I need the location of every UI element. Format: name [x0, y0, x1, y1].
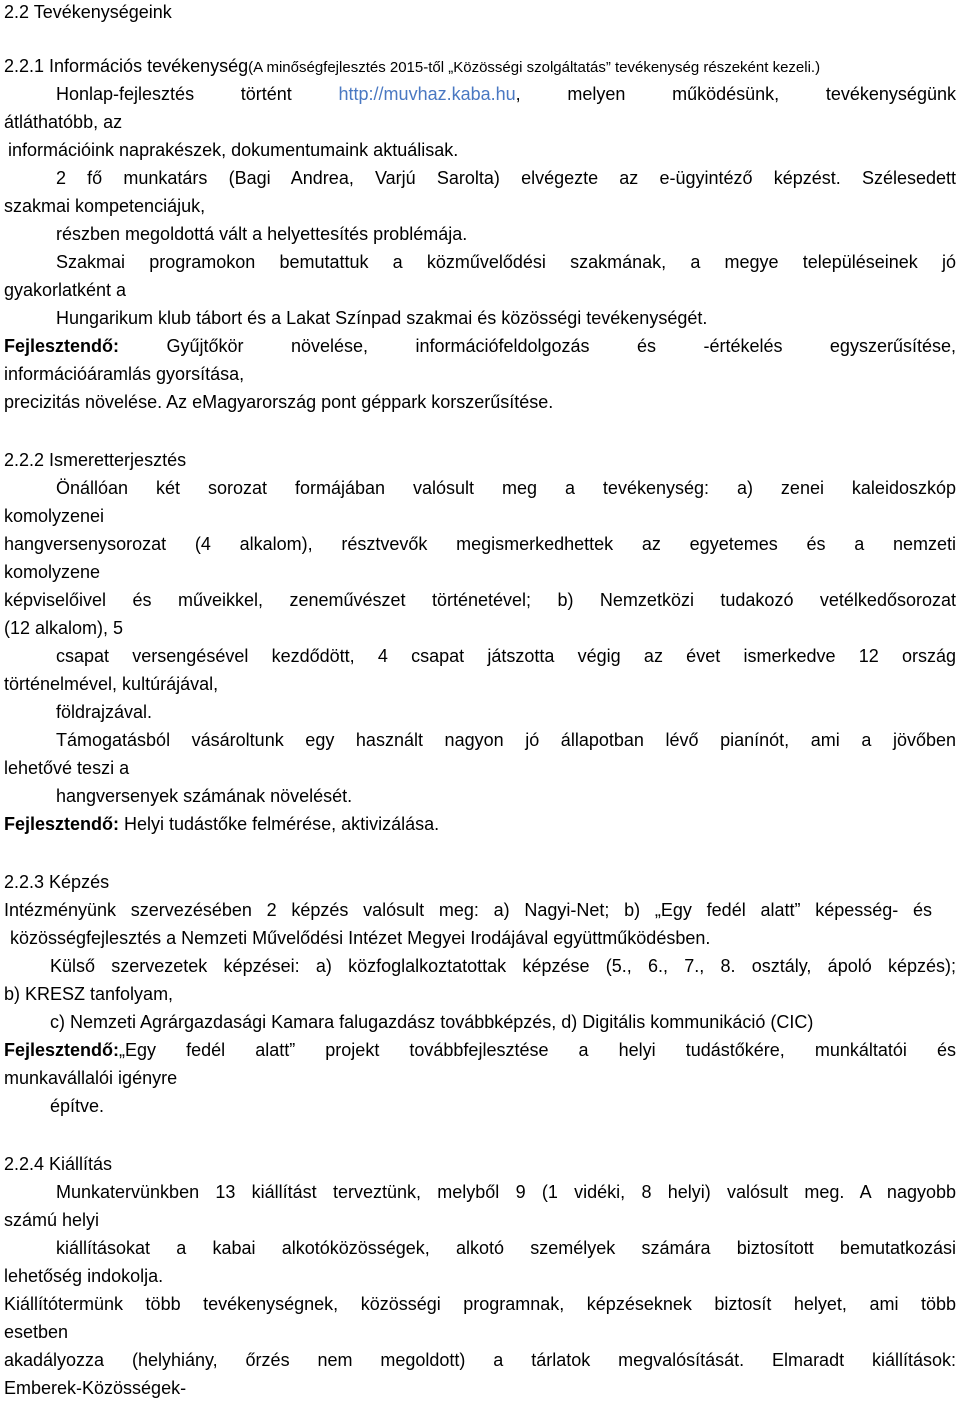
s222-line-10: Támogatásból vásároltunk egy használt nagyon jó állapotban lévő pianínót, ami a jövőben — [56, 730, 956, 750]
s222-line-1: Önállóan két sorozat formájában valósult meg a tevékenység: a) zenei kaleidoszkóp — [56, 478, 956, 498]
s224-line-2: számú helyi — [4, 1210, 100, 1230]
s222-line-13: Fejlesztendő: Helyi tudástőke felmérése, aktivizálása. — [4, 814, 440, 834]
website-link[interactable]: http://muvhaz.kaba.hu — [338, 84, 516, 104]
s221-line-12: precizitás növelése. Az eMagyarország pont géppark korszerűsítése. — [4, 392, 554, 412]
s223-line-6: Fejlesztendő:„Egy fedél alatt” projekt továbbfejlesztése a helyi tudástőkére, munkáltatói és — [4, 1040, 956, 1060]
s222-line-4: komolyzene — [4, 562, 101, 582]
s222-line-12: hangversenyek számának növelését. — [56, 786, 353, 806]
s223-line-4: b) KRESZ tanfolyam, — [4, 984, 174, 1004]
section-title: 2.2 Tevékenységeink — [4, 2, 172, 22]
s221-line-7: Szakmai programokon bemutattuk a közművelődési szakmának, a megye településeinek jó — [56, 252, 956, 272]
s223-dev-label: Fejlesztendő: — [4, 1040, 120, 1060]
s221-line-6: részben megoldottá vált a helyettesítés problémája. — [56, 224, 468, 244]
heading-2-2-1 — [4, 54, 956, 80]
s221-line-1-post: , melyen működésünk, tevékenységünk — [515, 84, 956, 104]
s221-line-1 — [56, 82, 956, 106]
s221-line-11: információáramlás gyorsítása, — [4, 364, 245, 384]
s224-line-4: lehetőség indokolja. — [4, 1266, 164, 1286]
s223-line-5: c) Nemzeti Agrárgazdasági Kamara falugazdász továbbképzés, d) Digitális kommunikáció (CIC) — [50, 1012, 814, 1032]
s221-line-2: átláthatóbb, az — [4, 112, 123, 132]
s222-line-3: hangversenysorozat (4 alkalom), résztvevők megismerkedhettek az egyetemes és a nemzeti — [4, 534, 956, 554]
s224-line-3: kiállításokat a kabai alkotóközösségek, alkotó személyek számára biztosított bemutatkozási — [56, 1238, 956, 1258]
s221-line-4a: 2 fő munkatárs (Bagi Andrea, Varjú Sarolta) elvégezte az e-ügyintéző képzést. — [56, 168, 841, 188]
s222-line-9: földrajzával. — [56, 702, 153, 722]
heading-2-2-2: 2.2.2 Ismeretterjesztés — [4, 450, 187, 470]
s221-line-10: Fejlesztendő: Gyűjtőkör növelése, információfeldolgozás és -értékelés egyszerűsítése, — [4, 336, 956, 356]
s224-line-5: Kiállítótermünk több tevékenységnek, közösségi programnak, képzéseknek biztosít helyet, ami több — [4, 1294, 956, 1314]
s221-line-4 — [56, 166, 956, 190]
s224-line-7: akadályozza (helyhiány, őrzés nem megoldott) a tárlatok megvalósítását. Elmaradt kiállítások: — [4, 1350, 956, 1370]
s222-line-2: komolyzenei — [4, 506, 105, 526]
s223-line-1: Intézményünk szervezésében 2 képzés valósult meg: a) Nagyi-Net; b) „Egy fedél alatt” képesség- és — [4, 900, 932, 920]
s222-line-6: (12 alkalom), 5 — [4, 618, 124, 638]
heading-2-2-1-note: (A minőségfejlesztés 2015-től „Közösségi szolgáltatás” tevékenység részeként kezeli.) — [248, 59, 821, 76]
s221-line-3: információink naprakészek, dokumentumaink aktuálisak. — [8, 140, 459, 160]
s223-line-8: építve. — [50, 1096, 105, 1116]
s224-line-8: Emberek-Közösségek- — [4, 1378, 187, 1398]
s222-line-8: történelmével, kultúrájával, — [4, 674, 219, 694]
s221-line-8: gyakorlatként a — [4, 280, 127, 300]
s224-line-1: Munkatervünkben 13 kiállítást terveztünk, melyből 9 (1 vidéki, 8 helyi) valósult meg. A nagyobb — [56, 1182, 956, 1202]
heading-2-2-4: 2.2.4 Kiállítás — [4, 1154, 113, 1174]
heading-2-2-1-main: 2.2.1 Információs tevékenység — [4, 56, 249, 76]
s222-dev-label: Fejlesztendő: — [4, 814, 120, 834]
s221-line-9: Hungarikum klub tábort és a Lakat Színpad szakmai és közösségi tevékenységét. — [56, 308, 708, 328]
s222-line-5: képviselőivel és műveikkel, zeneművészet történetével; b) Nemzetközi tudakozó vetélkedősorozat — [4, 590, 956, 610]
s223-line-7: munkavállalói igényre — [4, 1068, 178, 1088]
s223-line-3: Külső szervezetek képzései: a) közfoglalkoztatottak képzése (5., 6., 7., 8. osztály, ápoló képzés); — [50, 956, 956, 976]
s224-line-6: esetben — [4, 1322, 69, 1342]
s222-line-11: lehetővé teszi a — [4, 758, 130, 778]
s221-dev-label: Fejlesztendő: — [4, 336, 120, 356]
s221-line-4b: Szélesedett — [840, 168, 956, 188]
s221-line-1-pre: Honlap-fejlesztés történt — [56, 84, 339, 104]
heading-2-2-3: 2.2.3 Képzés — [4, 872, 110, 892]
s221-line-5: szakmai kompetenciájuk, — [4, 196, 206, 216]
s222-line-7: csapat versengésével kezdődött, 4 csapat játszotta végig az évet ismerkedve 12 ország — [56, 646, 956, 666]
s223-line-2: közösségfejlesztés a Nemzeti Művelődési Intézet Megyei Irodájával együttműködésben. — [10, 928, 711, 948]
